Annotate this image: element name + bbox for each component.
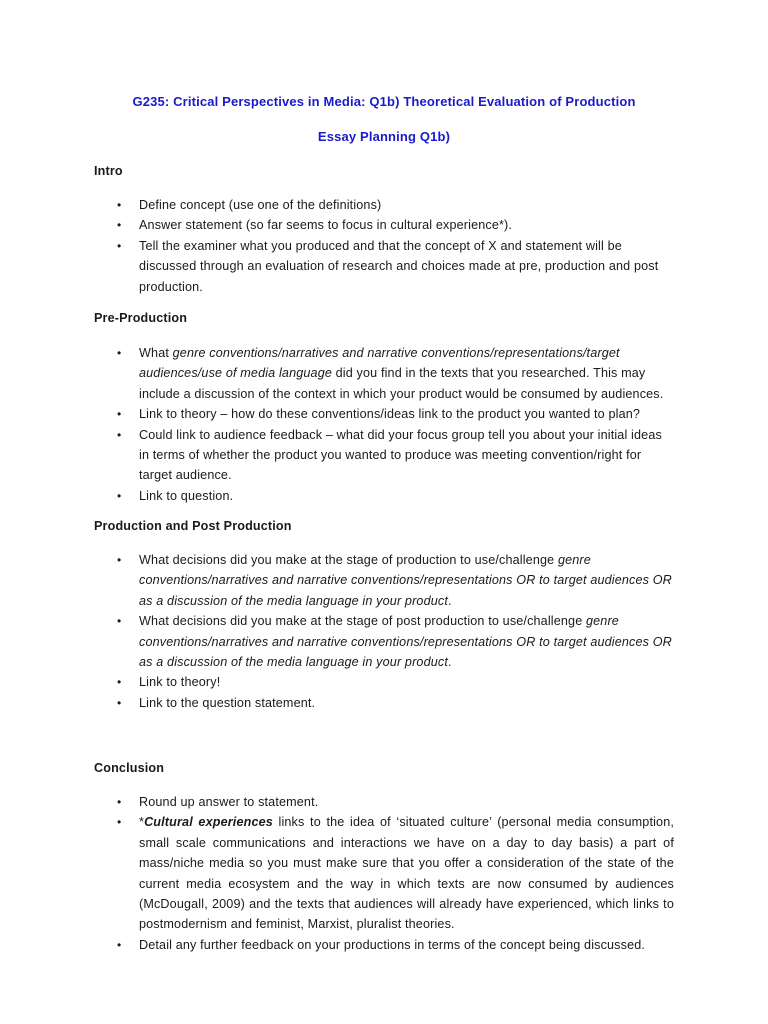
italic-text: genre conventions/narratives and narrative conventions/representations OR to target audiences OR as a discussion of the media language in your product — [139, 553, 672, 608]
text-run: . — [448, 593, 452, 608]
list-item: • Could link to audience feedback – what did your focus group tell you about your initial ideas in terms of whether the product you wanted to produce was meeting convention/right for target audience. — [94, 425, 674, 486]
text-run: What decisions did you make at the stage of production to use/challenge — [139, 553, 558, 567]
list-item: • Round up answer to statement. — [94, 792, 674, 812]
list-item — [94, 611, 674, 672]
intro-heading: Intro — [94, 164, 123, 178]
bold-italic-text: Cultural experiences — [144, 815, 273, 830]
production-list — [94, 550, 674, 713]
text-run: * — [139, 815, 145, 830]
text-run: . — [448, 655, 452, 670]
intro-list — [94, 195, 674, 297]
list-item: • Link to question. — [94, 486, 674, 506]
pre-production-heading: Pre-Production — [94, 311, 188, 325]
italic-text: genre conventions/narratives and narrative conventions/representations/target audiences/use of media language — [139, 346, 620, 381]
list-item: • Detail any further feedback on your productions in terms of the concept being discussed. — [94, 935, 674, 955]
list-item: • Define concept (use one of the definitions) — [94, 195, 674, 215]
italic-text: genre conventions/narratives and narrative conventions/representations OR to target audiences OR as a discussion of the media language in your product — [139, 614, 672, 670]
text-run: links to the idea of ‘situated culture’ (personal media consumption, small scale communications and interactions we have on a day to day basis) a part of mass/niche media so you must make sure that you offer a consideration of the state of the current media ecosystem and the way in which texts are now consumed by audiences (McDougall, 2009) and the texts that audiences will already have experienced, which links to postmodernism and feminist, Marxist, pluralist theories. — [139, 815, 674, 932]
list-item: • Tell the examiner what you produced and that the concept of X and statement will be discussed through an evaluation of research and choices made at pre, production and post production. — [94, 236, 674, 297]
list-item: • Link to theory! — [94, 672, 674, 692]
document-title: G235: Critical Perspectives in Media: Q1b) Theoretical Evaluation of Production — [132, 94, 636, 109]
conclusion-heading: Conclusion — [94, 761, 165, 775]
list-item: • Answer statement (so far seems to focus in cultural experience*). — [94, 215, 674, 235]
list-item — [94, 812, 674, 934]
list-item — [94, 550, 674, 611]
text-run: What decisions did you make at the stage of post production to use/challenge — [139, 614, 586, 629]
list-item: • Link to the question statement. — [94, 693, 674, 713]
production-heading: Production and Post Production — [94, 519, 292, 533]
list-item — [94, 343, 674, 404]
text-run: did you find in the texts that you researched. This may include a discussion of the context in which your product would be consumed by audiences. — [139, 366, 664, 401]
conclusion-list — [94, 792, 674, 955]
pre-production-list — [94, 343, 674, 506]
document-subtitle: Essay Planning Q1b) — [317, 129, 451, 144]
text-run: What — [139, 346, 173, 360]
list-item: • Link to theory – how do these conventions/ideas link to the product you wanted to plan? — [94, 404, 674, 424]
